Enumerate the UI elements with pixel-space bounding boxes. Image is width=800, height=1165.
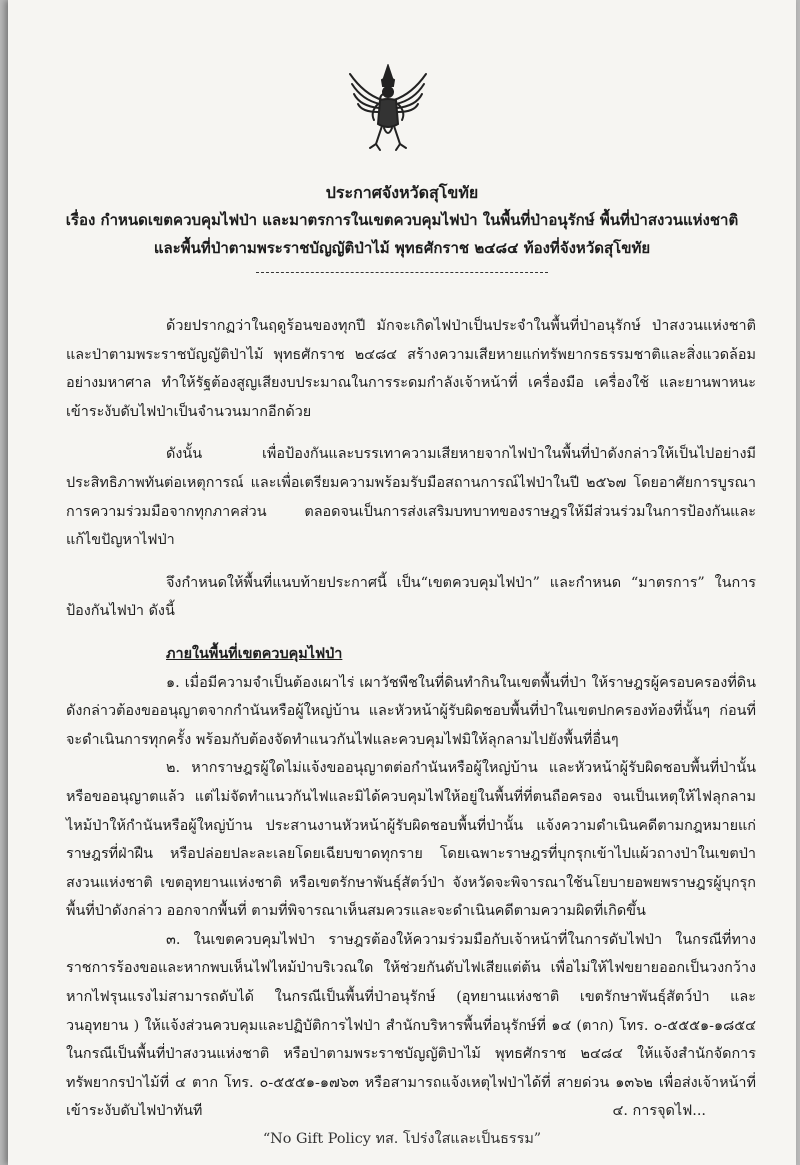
section-heading: ภายในพื้นที่เขตควบคุมไฟป่า <box>166 644 343 662</box>
continued-marker: ๔. การจุดไฟ... <box>612 1103 706 1119</box>
document-page <box>8 0 796 1165</box>
paragraph-background: ด้วยปรากฏว่าในฤดูร้อนของทุกปี มักจะเกิดไฟป่าเป็นประจำในพื้นที่ป่าอนุรักษ์ ป่าสงวนแห่งชาติ และป่าตามพระราชบัญญัติป่าไม้ พุทธศักราช ๒๔๘๔ สร้างความเสียหายแก่ทรัพยากรธรรมชาติและสิ่งแวดล้อมอย่างมหาศาล ทำให้รัฐต้องสูญเสียงบประมาณในการระดมกำลังเจ้าหน้าที่ เครื่องมือ เครื่องใช้ และยานพาหนะ เข้าระงับดับไฟป่าเป็นจำนวนมากอีกด้วย <box>66 318 756 420</box>
announcement-title: ประกาศจังหวัดสุโขทัย <box>325 183 479 202</box>
measure-item-1: ๑. เมื่อมีความจำเป็นต้องเผาไร่ เผาวัชพืชในที่ดินทำกินในเขตพื้นที่ป่า ให้ราษฎรผู้ครอบครองที่ดินดังกล่าวต้องขออนุญาตจากกำนันหรือผู้ใหญ่บ้าน และหัวหน้าผู้รับผิดชอบพื้นที่ป่าในเขตปกครองท้องที่นั้นๆ ก่อนที่จะดำเนินการทุกครั้ง พร้อมกับต้องจัดทำแนวกันไฟและควบคุมไฟมิให้ลุกลามไปยังพื้นที่อื่นๆ <box>66 674 756 748</box>
paragraph-designation: จึงกำหนดให้พื้นที่แนบท้ายประกาศนี้ เป็น“เขตควบคุมไฟป่า” และกำหนด “มาตรการ” ในการป้องกันไฟป่า ดังนี้ <box>66 574 756 620</box>
subject-line-2: และพื้นที่ป่าตามพระราชบัญญัติป่าไม้ พุทธศักราช ๒๔๘๔ ท้องที่จังหวัดสุโขทัย <box>153 239 651 257</box>
measure-item-2: ๒. หากราษฎรผู้ใดไม่แจ้งขออนุญาตต่อกำนันหรือผู้ใหญ่บ้าน และหัวหน้าผู้รับผิดชอบพื้นที่ป่านั้นหรือขออนุญาตแล้ว แต่ไม่จัดทำแนวกันไฟและมิได้ควบคุมไฟให้อยู่ในพื้นที่ที่ตนถือครอง จนเป็นเหตุให้ไฟลุกลามไหม้ป่าให้กำนันหรือผู้ใหญ่บ้าน ประสานงานหัวหน้าผู้รับผิดชอบพื้นที่ป่านั้น แจ้งความดำเนินคดีตามกฎหมายแก่ราษฎรที่ฝ่าฝืน หรือปล่อยปละละเลยโดยเฉียบขาดทุกราย โดยเฉพาะราษฎรที่บุกรุกเข้าไปแผ้วถางป่าในเขตป่าสงวนแห่งชาติ เขตอุทยานแห่งชาติ หรือเขตรักษาพันธุ์สัตว์ป่า จังหวัดจะพิจารณาใช้นโยบายอพยพราษฎรผู้บุกรุกพื้นที่ป่าดังกล่าว ออกจากพื้นที่ ตามที่พิจารณาเห็นสมควรและจะดำเนินคดีตามความผิดที่เกิดขึ้น <box>66 760 756 920</box>
subject-line-1: เรื่อง กำหนดเขตควบคุมไฟป่า และมาตรการในเขตควบคุมไฟป่า ในพื้นที่ป่าอนุรักษ์ พื้นที่ป่าสงวนแห่งชาติ <box>65 211 739 229</box>
separator-line <box>256 272 548 273</box>
measure-item-3: ๓. ในเขตควบคุมไฟป่า ราษฎรต้องให้ความร่วมมือกับเจ้าหน้าที่ในการดับไฟป่า ในกรณีที่ทางราชการร้องขอและหากพบเห็นไฟไหม้ป่าบริเวณใด ให้ช่วยกันดับไฟเสียแต่ต้น เพื่อไม่ให้ไฟขยายออกเป็นวงกว้าง หากไฟรุนแรงไม่สามารถดับได้ ในกรณีเป็นพื้นที่ป่าอนุรักษ์ (อุทยานแห่งชาติ เขตรักษาพันธุ์สัตว์ป่า และ วนอุทยาน ) ให้แจ้งส่วนควบคุมและปฏิบัติการไฟป่า สำนักบริหารพื้นที่อนุรักษ์ที่ ๑๔ (ตาก) โทร. ๐-๕๕๕๑-๑๘๕๔ ในกรณีเป็นพื้นที่ป่าสงวนแห่งชาติ หรือป่าตามพระราชบัญญัติป่าไม้ พุทธศักราช ๒๔๘๔ ให้แจ้งสำนักจัดการทรัพยากรป่าไม้ที่ ๔ ตาก โทร. ๐-๕๕๕๑-๑๗๖๓ หรือสามารถแจ้งเหตุไฟป่าได้ที่ สายด่วน ๑๓๖๒ เพื่อส่งเจ้าหน้าที่เข้าระงับดับไฟป่าทันที <box>66 931 756 1120</box>
footer-slogan: “No Gift Policy ทส. โปร่งใสและเป็นธรรม” <box>262 1131 542 1147</box>
document-body <box>66 312 756 1126</box>
paragraph-purpose: ดังนั้น เพื่อป้องกันและบรรเทาความเสียหายจากไฟป่าในพื้นที่ป่าดังกล่าวให้เป็นไปอย่างมีประสิทธิภาพทันต่อเหตุการณ์ และเพื่อเตรียมความพร้อมรับมือสถานการณ์ไฟป่าในปี ๒๕๖๗ โดยอาศัยการบูรณาการความร่วมมือจากทุกภาคส่วน ตลอดจนเป็นการส่งเสริมบทบาทของราษฎรให้มีส่วนร่วมในการป้องกันและแก้ไขปัญหาไฟป่า <box>66 446 756 549</box>
garuda-emblem-icon <box>346 64 430 156</box>
